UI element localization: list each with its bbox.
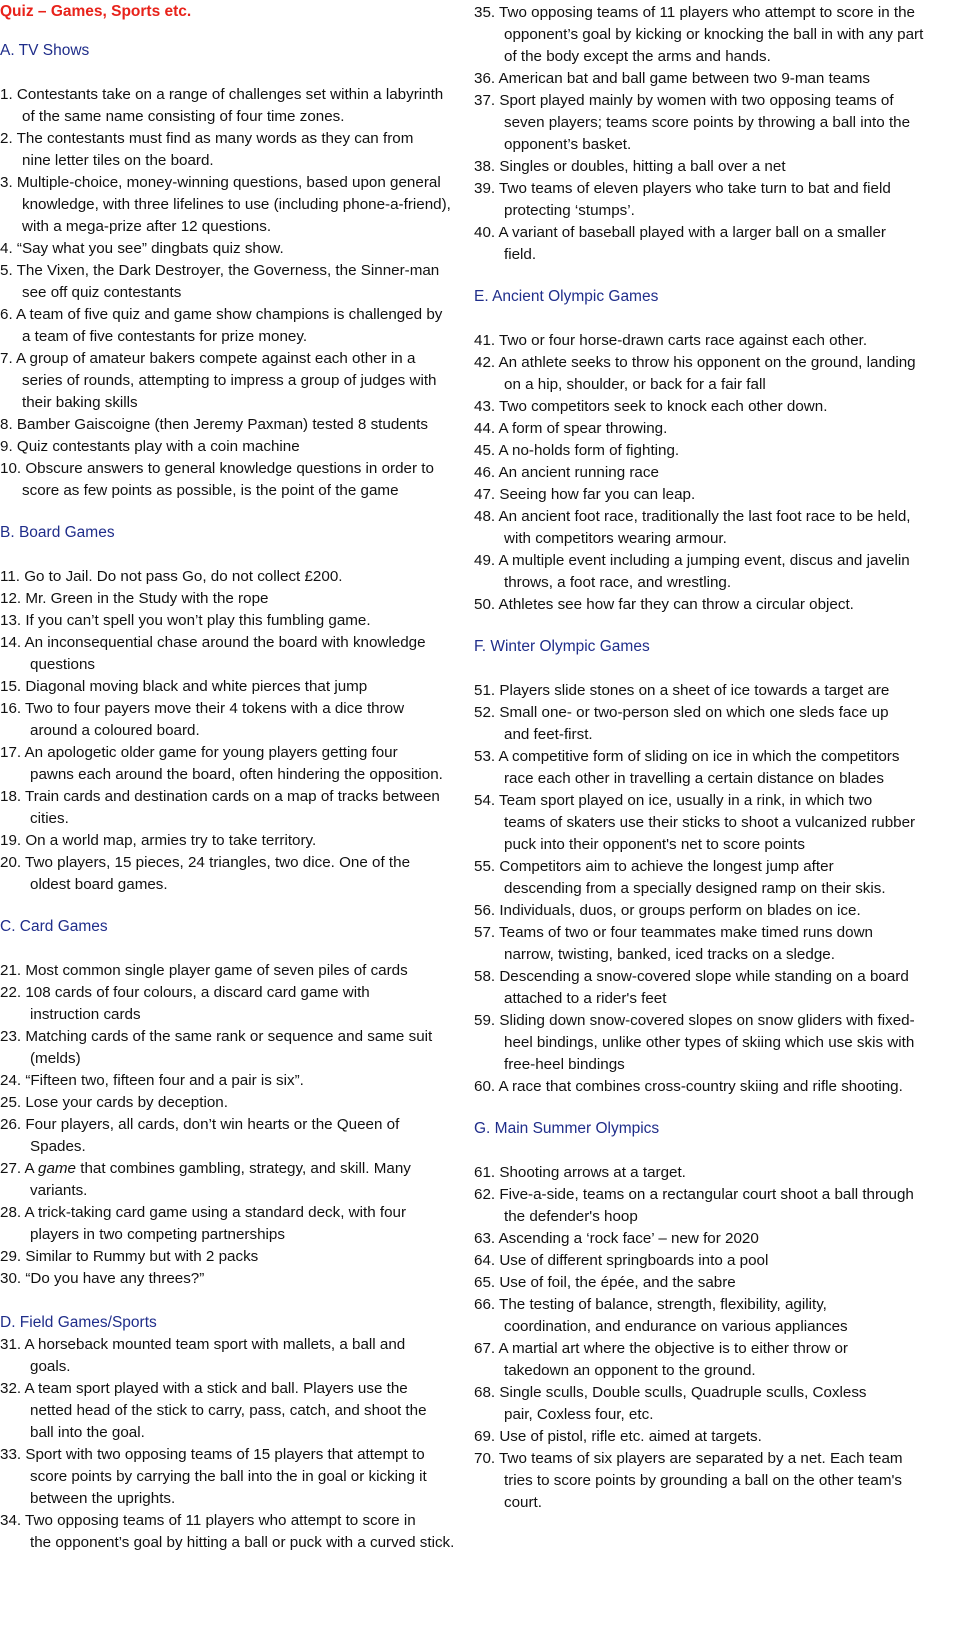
question-37-line: 37. Sport played mainly by women with two opposing teams of [474,92,894,109]
question-56-line: 56. Individuals, duos, or groups perform on blades on ice. [474,902,861,919]
question-18 [0,786,470,830]
section-heading-g: G. Main Summer Olympics [474,1120,660,1137]
question-12-line: 12. Mr. Green in the Study with the rope [0,590,269,607]
question-19 [0,830,470,852]
question-15 [0,676,470,698]
question-7-line: series of rounds, attempting to impress a group of judges with [22,372,437,389]
question-68-line: 68. Single sculls, Double sculls, Quadruple sculls, Coxless [474,1384,867,1401]
question-29 [0,1246,470,1268]
question-3-line: 3. Multiple-choice, money-winning questions, based upon general [0,174,441,191]
question-32 [0,1378,470,1444]
question-17 [0,742,470,786]
question-35-line: of the body except the arms and hands. [504,48,771,65]
question-52 [474,702,974,746]
question-65-line: 65. Use of foil, the épée, and the sabre [474,1274,736,1291]
question-47 [474,484,974,506]
question-67-line: 67. A martial art where the objective is to either throw or [474,1340,848,1357]
question-26-line: Spades. [30,1138,86,1155]
question-5 [0,260,470,304]
question-3 [0,172,470,238]
question-27-text: that combines gambling, strategy, and skill. Many [76,1160,411,1177]
question-70-line: court. [504,1494,542,1511]
question-55 [474,856,974,900]
question-42-line: on a hip, shoulder, or back for a fair fall [504,376,766,393]
question-53 [474,746,974,790]
question-27-text: game [38,1160,77,1177]
question-6 [0,304,470,348]
question-43-line: 43. Two competitors seek to knock each other down. [474,398,828,415]
question-26 [0,1114,470,1158]
question-7-line: 7. A group of amateur bakers compete against each other in a [0,350,416,367]
question-4-line: 4. “Say what you see” dingbats quiz show. [0,240,284,257]
question-40-line: 40. A variant of baseball played with a larger ball on a smaller [474,224,886,241]
question-33-line: score points by carrying the ball into the in goal or kicking it [30,1468,427,1485]
question-32-line: 32. A team sport played with a stick and ball. Players use the [0,1380,408,1397]
question-18-line: 18. Train cards and destination cards on a map of tracks between [0,788,440,805]
question-59 [474,1010,974,1076]
question-48 [474,506,974,550]
question-2 [0,128,470,172]
question-33 [0,1444,470,1510]
question-10-line: score as few points as possible, is the point of the game [22,482,399,499]
question-69 [474,1426,974,1448]
question-68 [474,1382,974,1426]
question-40-line: field. [504,246,537,263]
question-13 [0,610,470,632]
question-31 [0,1334,470,1378]
question-6-line: a team of five contestants for prize money. [22,328,308,345]
question-34 [0,1510,470,1554]
question-47-line: 47. Seeing how far you can leap. [474,486,696,503]
question-52-line: and feet-first. [504,726,593,743]
question-42-line: 42. An athlete seeks to throw his opponent on the ground, landing [474,354,916,371]
question-49 [474,550,974,594]
section-heading-d: D. Field Games/Sports [0,1314,157,1331]
question-15-line: 15. Diagonal moving black and white pierces that jump [0,678,368,695]
question-18-line: cities. [30,810,69,827]
question-64-line: 64. Use of different springboards into a pool [474,1252,769,1269]
question-8-line: 8. Bamber Gaiscoigne (then Jeremy Paxman) tested 8 students [0,416,428,433]
question-68-line: pair, Coxless four, etc. [504,1406,654,1423]
question-66-line: coordination, and endurance on various appliances [504,1318,848,1335]
question-16 [0,698,470,742]
question-39-line: protecting ‘stumps’. [504,202,635,219]
question-51 [474,680,974,702]
question-22-line: 22. 108 cards of four colours, a discard card game with [0,984,370,1001]
question-9-line: 9. Quiz contestants play with a coin machine [0,438,300,455]
question-16-line: around a coloured board. [30,722,200,739]
question-59-line: heel bindings, unlike other types of skiing which use skis with [504,1034,915,1051]
question-54 [474,790,974,856]
question-14-line: 14. An inconsequential chase around the board with knowledge [0,634,426,651]
question-11 [0,566,470,588]
question-3-line: knowledge, with three lifelines to use (including phone-a-friend), [22,196,451,213]
question-70-line: tries to score points by grounding a ball on the other team's [504,1472,903,1489]
question-10-line: 10. Obscure answers to general knowledge questions in order to [0,460,434,477]
question-21 [0,960,470,982]
question-54-line: teams of skaters use their sticks to shoot a vulcanized rubber [504,814,916,831]
question-36 [474,68,974,90]
question-70-line: 70. Two teams of six players are separated by a net. Each team [474,1450,903,1467]
question-63-line: 63. Ascending a ‘rock face’ – new for 2020 [474,1230,759,1247]
question-33-line: 33. Sport with two opposing teams of 15 players that attempt to [0,1446,425,1463]
question-35-line: opponent’s goal by kicking or knocking the ball in with any part [504,26,924,43]
question-32-line: ball into the goal. [30,1424,145,1441]
question-39-line: 39. Two teams of eleven players who take turn to bat and field [474,180,891,197]
question-45 [474,440,974,462]
question-64 [474,1250,974,1272]
question-61 [474,1162,974,1184]
question-59-line: free-heel bindings [504,1056,625,1073]
question-7 [0,348,470,414]
question-62-line: the defender's hoop [504,1208,638,1225]
question-52-line: 52. Small one- or two-person sled on which one sleds face up [474,704,889,721]
question-49-line: 49. A multiple event including a jumping event, discus and javelin [474,552,910,569]
question-46 [474,462,974,484]
question-34-line: 34. Two opposing teams of 11 players who attempt to score in [0,1512,416,1529]
question-23 [0,1026,470,1070]
question-3-line: with a mega-prize after 12 questions. [22,218,272,235]
question-60 [474,1076,974,1098]
question-20 [0,852,470,896]
question-38-line: 38. Singles or doubles, hitting a ball over a net [474,158,786,175]
question-26-line: 26. Four players, all cards, don’t win hearts or the Queen of [0,1116,400,1133]
question-50 [474,594,974,616]
question-55-line: descending from a specially designed ramp on their skis. [504,880,886,897]
question-53-line: 53. A competitive form of sliding on ice in which the competitors [474,748,900,765]
question-20-line: 20. Two players, 15 pieces, 24 triangles, two dice. One of the [0,854,411,871]
question-20-line: oldest board games. [30,876,168,893]
question-8 [0,414,470,436]
question-48-line: 48. An ancient foot race, traditionally the last foot race to be held, [474,508,911,525]
question-14 [0,632,470,676]
question-36-line: 36. American bat and ball game between two 9-man teams [474,70,870,87]
question-28-line: 28. A trick-taking card game using a standard deck, with four [0,1204,407,1221]
section-heading-a: A. TV Shows [0,42,90,59]
question-14-line: questions [30,656,96,673]
question-9 [0,436,470,458]
question-22-line: instruction cards [30,1006,141,1023]
question-35-line: 35. Two opposing teams of 11 players who attempt to score in the [474,4,915,21]
question-57 [474,922,974,966]
question-46-line: 46. An ancient running race [474,464,659,481]
question-42 [474,352,974,396]
question-54-line: puck into their opponent's net to score points [504,836,805,853]
question-10 [0,458,470,502]
question-40 [474,222,974,266]
question-5-line: 5. The Vixen, the Dark Destroyer, the Governess, the Sinner-man [0,262,440,279]
section-heading-e: E. Ancient Olympic Games [474,288,659,305]
question-1-line: 1. Contestants take on a range of challenges set within a labyrinth [0,86,444,103]
question-25-line: 25. Lose your cards by deception. [0,1094,228,1111]
question-57-line: narrow, twisting, banked, iced tracks on a sledge. [504,946,835,963]
question-67-line: takedown an opponent to the ground. [504,1362,756,1379]
question-17-line: 17. An apologetic older game for young players getting four [0,744,398,761]
question-45-line: 45. A no-holds form of fighting. [474,442,680,459]
question-59-line: 59. Sliding down snow-covered slopes on snow gliders with fixed- [474,1012,915,1029]
question-13-line: 13. If you can’t spell you won’t play this fumbling game. [0,612,371,629]
question-31-line: goals. [30,1358,71,1375]
question-50-line: 50. Athletes see how far they can throw a circular object. [474,596,854,613]
question-24 [0,1070,470,1092]
question-56 [474,900,974,922]
question-49-line: throws, a foot race, and wrestling. [504,574,732,591]
question-4 [0,238,470,260]
question-65 [474,1272,974,1294]
question-62 [474,1184,974,1228]
question-69-line: 69. Use of pistol, rifle etc. aimed at targets. [474,1428,762,1445]
question-55-line: 55. Competitors aim to achieve the longest jump after [474,858,834,875]
question-1-line: of the same name consisting of four time zones. [22,108,345,125]
question-37-line: seven players; teams score points by throwing a ball into the [504,114,911,131]
question-30-line: 30. “Do you have any threes?” [0,1270,205,1287]
question-27-text: 27. A [0,1160,39,1177]
question-33-line: between the uprights. [30,1490,176,1507]
question-39 [474,178,974,222]
question-51-line: 51. Players slide stones on a sheet of ice towards a target are [474,682,890,699]
question-30 [0,1268,470,1290]
question-48-line: with competitors wearing armour. [504,530,727,547]
question-16-line: 16. Two to four payers move their 4 tokens with a dice throw [0,700,405,717]
question-23-line: 23. Matching cards of the same rank or sequence and same suit [0,1028,433,1045]
question-37-line: opponent’s basket. [504,136,632,153]
question-61-line: 61. Shooting arrows at a target. [474,1164,686,1181]
question-6-line: 6. A team of five quiz and game show champions is challenged by [0,306,443,323]
question-43 [474,396,974,418]
section-heading-b: B. Board Games [0,524,115,541]
question-70 [474,1448,974,1514]
question-22 [0,982,470,1026]
question-63 [474,1228,974,1250]
question-17-line: pawns each around the board, often hindering the opposition. [30,766,443,783]
question-28-line: players in two competing partnerships [30,1226,285,1243]
question-54-line: 54. Team sport played on ice, usually in a rink, in which two [474,792,873,809]
question-41 [474,330,974,352]
question-58 [474,966,974,1010]
question-41-line: 41. Two or four horse-drawn carts race against each other. [474,332,868,349]
question-25 [0,1092,470,1114]
question-31-line: 31. A horseback mounted team sport with mallets, a ball and [0,1336,406,1353]
question-44-line: 44. A form of spear throwing. [474,420,668,437]
question-27-text: variants. [30,1182,88,1199]
question-58-line: 58. Descending a snow-covered slope while standing on a board [474,968,909,985]
question-66 [474,1294,974,1338]
question-19-line: 19. On a world map, armies try to take territory. [0,832,317,849]
question-32-line: netted head of the stick to carry, pass, catch, and shoot the [30,1402,427,1419]
question-67 [474,1338,974,1382]
question-44 [474,418,974,440]
question-7-line: their baking skills [22,394,138,411]
question-57-line: 57. Teams of two or four teammates make timed runs down [474,924,873,941]
section-heading-c: C. Card Games [0,918,108,935]
question-35 [474,2,974,68]
question-27 [0,1158,470,1202]
question-38 [474,156,974,178]
question-5-line: see off quiz contestants [22,284,182,301]
question-62-line: 62. Five-a-side, teams on a rectangular court shoot a ball through [474,1186,914,1203]
question-23-line: (melds) [30,1050,81,1067]
question-24-line: 24. “Fifteen two, fifteen four and a pair is six”. [0,1072,304,1089]
section-heading-f: F. Winter Olympic Games [474,638,650,655]
question-66-line: 66. The testing of balance, strength, flexibility, agility, [474,1296,827,1313]
question-34-line: the opponent’s goal by hitting a ball or puck with a curved stick. [30,1534,455,1551]
question-21-line: 21. Most common single player game of seven piles of cards [0,962,408,979]
question-37 [474,90,974,156]
question-60-line: 60. A race that combines cross-country skiing and rifle shooting. [474,1078,903,1095]
question-28 [0,1202,470,1246]
question-2-line: nine letter tiles on the board. [22,152,214,169]
question-11-line: 11. Go to Jail. Do not pass Go, do not collect £200. [0,568,343,585]
question-53-line: race each other in travelling a certain distance on blades [504,770,884,787]
question-29-line: 29. Similar to Rummy but with 2 packs [0,1248,259,1265]
question-58-line: attached to a rider's feet [504,990,667,1007]
question-2-line: 2. The contestants must find as many words as they can from [0,130,414,147]
page-title: Quiz – Games, Sports etc. [0,3,192,20]
question-1 [0,84,470,128]
question-12 [0,588,470,610]
